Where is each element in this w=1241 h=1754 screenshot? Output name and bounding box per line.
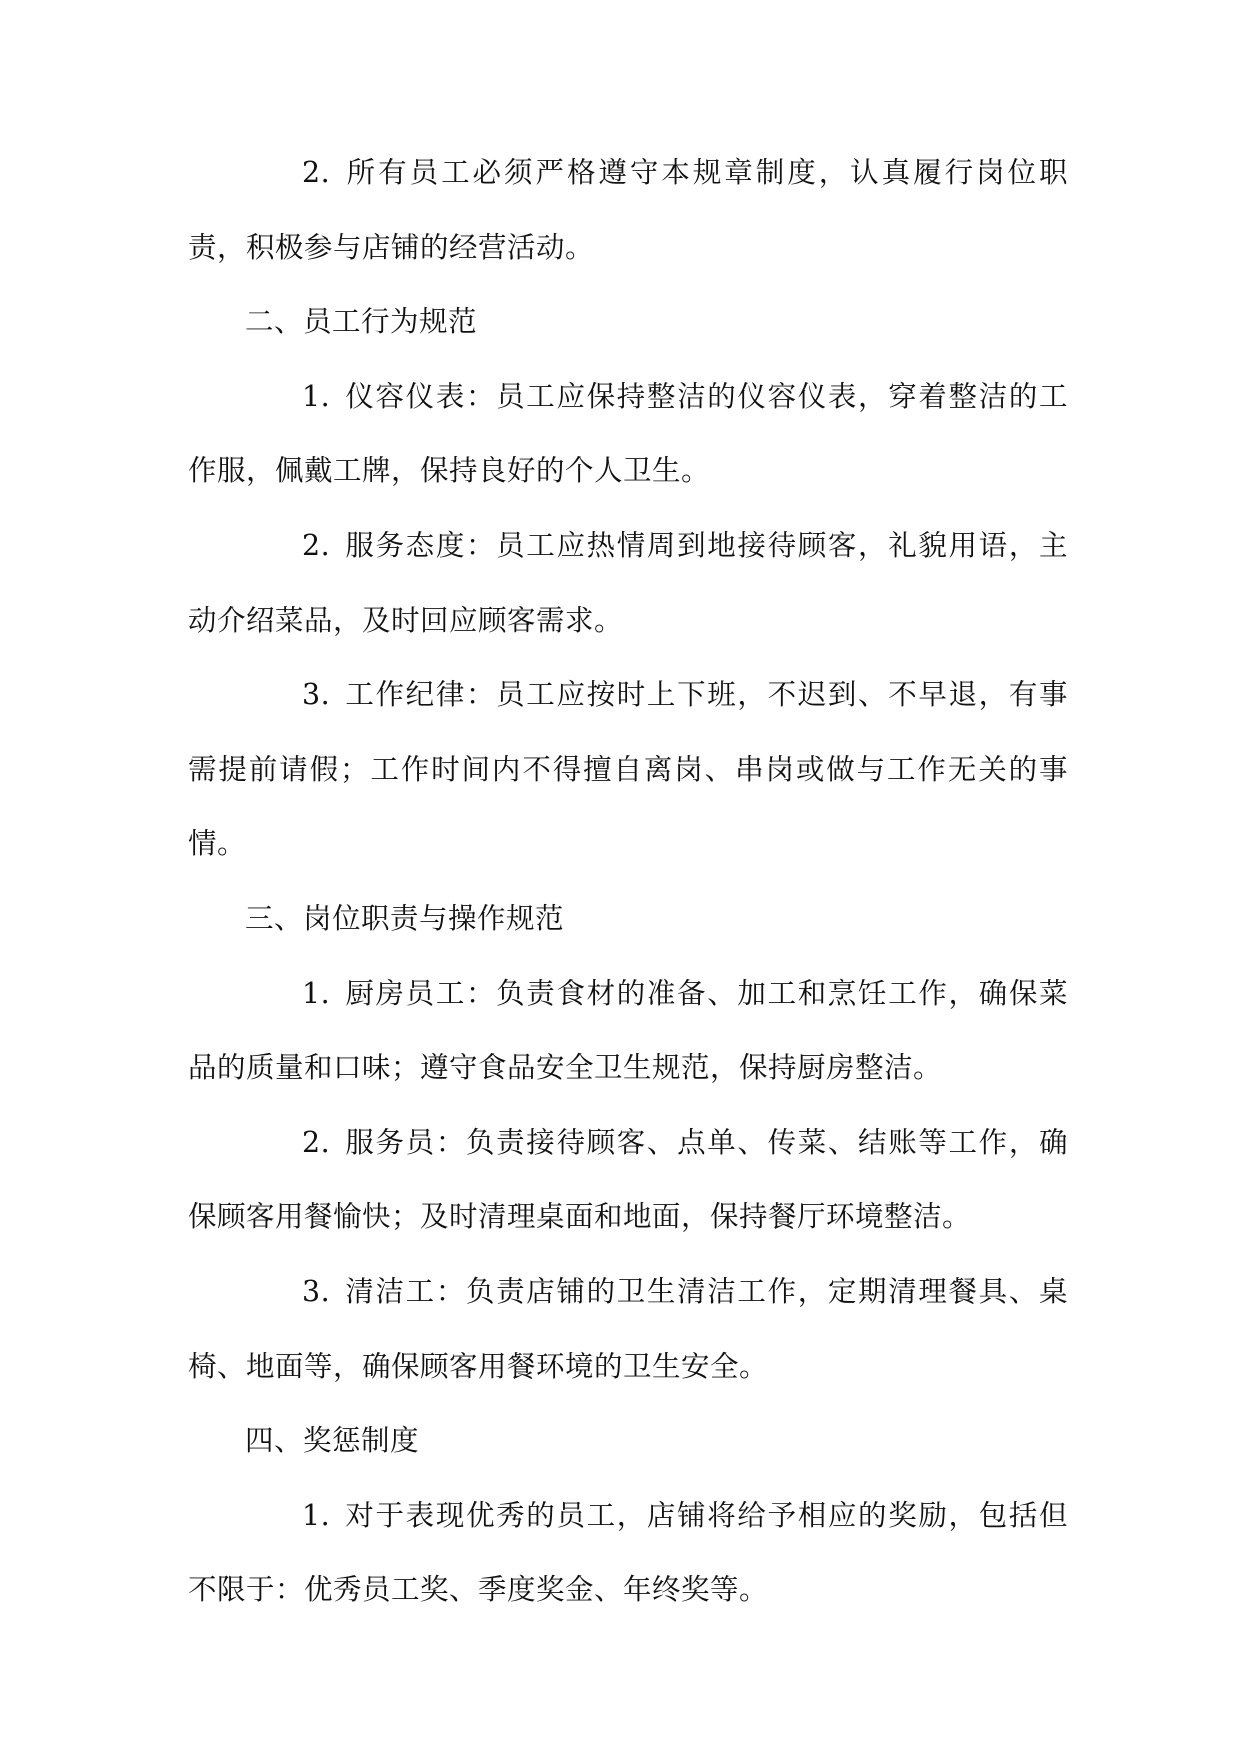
paragraph-text: 工作纪律：员工应按时上下班，不迟到、不早退，有事需提前请假；工作时间内不得擅自离岗、串岗或做与工作无关的事情。	[188, 678, 1068, 861]
paragraph-text: 所有员工必须严格遵守本规章制度，认真履行岗位职责，积极参与店铺的经营活动。	[188, 156, 1068, 264]
section-heading-conduct: 二、员工行为规范	[245, 305, 478, 339]
document-body	[188, 136, 1068, 1628]
item-number: 1.	[302, 976, 331, 1010]
item-number: 2.	[302, 1125, 331, 1159]
paragraph-kitchen-staff	[188, 957, 1068, 1106]
paragraph-appearance	[188, 360, 1068, 509]
paragraph-cleaner	[188, 1255, 1068, 1404]
section-heading-duties: 三、岗位职责与操作规范	[245, 901, 565, 935]
paragraph-work-discipline	[188, 658, 1068, 882]
paragraph-service-attitude	[188, 509, 1068, 658]
paragraph-text: 服务员：负责接待顾客、点单、传菜、结账等工作，确保顾客用餐愉快；及时清理桌面和地面，保持餐厅环境整洁。	[188, 1125, 1068, 1234]
paragraph-rule-compliance	[188, 136, 1068, 285]
paragraph-text: 服务态度：员工应热情周到地接待顾客，礼貌用语，主动介绍菜品，及时回应顾客需求。	[188, 528, 1068, 637]
item-number: 1.	[302, 1498, 331, 1532]
paragraph-rewards	[188, 1479, 1068, 1628]
item-number: 3.	[302, 678, 331, 712]
section-heading-rewards: 四、奖惩制度	[245, 1424, 420, 1458]
item-number: 3.	[302, 1274, 331, 1308]
item-number: 1.	[302, 379, 331, 413]
item-number: 2.	[302, 528, 331, 562]
paragraph-text: 对于表现优秀的员工，店铺将给予相应的奖励，包括但不限于：优秀员工奖、季度奖金、年终奖等。	[188, 1498, 1068, 1607]
item-number: 2.	[302, 156, 331, 189]
paragraph-text: 厨房员工：负责食材的准备、加工和烹饪工作，确保菜品的质量和口味；遵守食品安全卫生规范，保持厨房整洁。	[188, 976, 1068, 1085]
paragraph-text: 仪容仪表：员工应保持整洁的仪容仪表，穿着整洁的工作服，佩戴工牌，保持良好的个人卫生。	[188, 379, 1068, 488]
paragraph-waiter	[188, 1106, 1068, 1255]
paragraph-text: 清洁工：负责店铺的卫生清洁工作，定期清理餐具、桌椅、地面等，确保顾客用餐环境的卫生安全。	[188, 1274, 1068, 1383]
